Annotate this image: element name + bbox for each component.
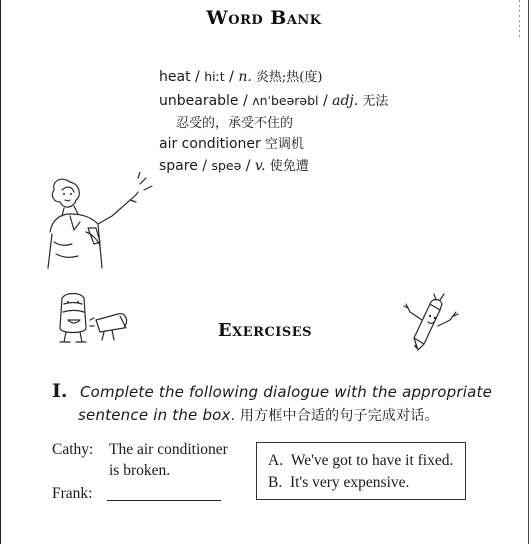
entry-meaning: 空调机 [260, 137, 304, 152]
cathy-line-1: The air conditioner [109, 441, 228, 458]
option-b [268, 474, 409, 492]
entry-part-of-speech: v. [254, 158, 266, 174]
page-right-border [528, 0, 529, 544]
instruction-line-1: Complete the following dialogue with the appropriate [80, 383, 493, 401]
entry-meaning: 使免遭 [265, 159, 309, 174]
entry-meaning: 忍受的，承受不住的 [176, 116, 294, 131]
entry-meaning: 炎热;热(度) [251, 70, 323, 85]
cathy-line-2: is broken. [109, 462, 171, 479]
instruction-line-2 [78, 405, 439, 425]
exercises-title: Exercises [217, 320, 313, 341]
option-letter: A. [268, 452, 284, 469]
entry-phonetic: ʌnˈbeərəbl [252, 93, 319, 108]
speaker-frank: Frank: [52, 485, 93, 502]
entry-phonetic: speə [211, 158, 242, 173]
option-text: We've got to have it fixed. [290, 452, 454, 469]
word-bank-entry-air-conditioner [159, 133, 304, 152]
word-bank-entry-spare [159, 155, 309, 174]
entry-separator: / [318, 93, 333, 109]
entry-separator: / [238, 93, 253, 109]
entry-separator: / [224, 69, 239, 85]
entry-word: air conditioner [159, 136, 261, 152]
entry-separator: / [241, 158, 255, 174]
entry-word: spare [159, 158, 198, 174]
entry-part-of-speech: n. [238, 69, 252, 85]
entry-meaning: 无法 [358, 94, 389, 109]
option-text: It's very expensive. [289, 474, 410, 491]
instruction-text: sentence in the box [78, 406, 231, 424]
entry-phonetic: hiːt [204, 69, 225, 84]
entry-word: unbearable [159, 93, 239, 109]
hot-woman-illustration [40, 172, 160, 272]
word-bank-entry-unbearable-continued [176, 112, 293, 131]
instruction-chinese: . 用方框中合适的句子完成对话。 [230, 408, 439, 424]
entry-word: heat [159, 69, 191, 85]
frank-answer-blank[interactable] [107, 500, 221, 501]
page-left-border [0, 0, 1, 544]
speaker-cathy: Cathy: [52, 441, 94, 458]
section-number: I. [52, 380, 68, 402]
word-bank-title: Word Bank [206, 7, 322, 29]
gadget-illustration [52, 290, 136, 350]
option-letter: B. [268, 474, 283, 491]
entry-separator: / [190, 69, 205, 85]
entry-separator: / [197, 158, 212, 174]
word-bank-entry-heat [159, 66, 322, 85]
option-a [268, 452, 453, 470]
entry-part-of-speech: adj. [332, 93, 359, 109]
word-bank-entry-unbearable [159, 90, 388, 109]
pencil-character-illustration [400, 290, 460, 352]
